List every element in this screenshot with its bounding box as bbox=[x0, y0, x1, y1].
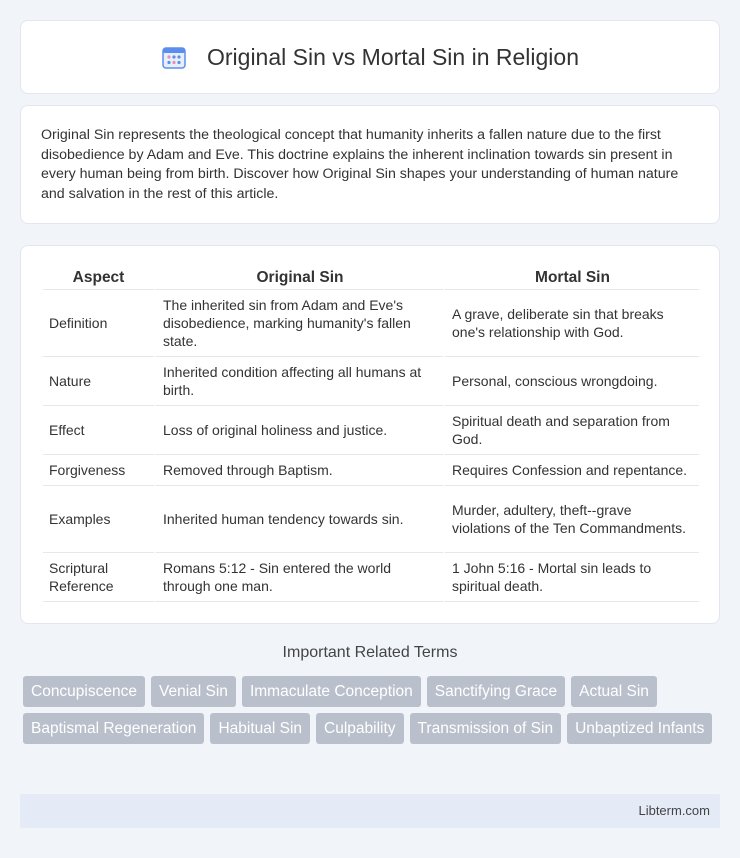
table-cell: Spiritual death and separation from God. bbox=[443, 406, 699, 455]
table-cell: Removed through Baptism. bbox=[154, 455, 443, 486]
table-cell: Nature bbox=[43, 357, 154, 406]
table-cell: Definition bbox=[43, 290, 154, 357]
comparison-table-card bbox=[20, 245, 720, 624]
column-header-aspect: Aspect bbox=[43, 264, 154, 290]
calendar-icon bbox=[161, 44, 187, 70]
table-cell: Effect bbox=[43, 406, 154, 455]
page-title: Original Sin vs Mortal Sin in Religion bbox=[207, 43, 579, 70]
related-term-tag[interactable]: Unbaptized Infants bbox=[567, 713, 712, 744]
intro-card bbox=[20, 105, 720, 224]
table-cell: Murder, adultery, theft--grave violations of the Ten Commandments. bbox=[443, 486, 699, 553]
related-term-tag[interactable]: Transmission of Sin bbox=[410, 713, 562, 744]
column-header-mortal-sin: Mortal Sin bbox=[443, 264, 699, 290]
table-row bbox=[43, 486, 699, 553]
related-term-tag[interactable]: Concupiscence bbox=[23, 676, 145, 707]
footer bbox=[20, 794, 720, 828]
related-terms-title: Important Related Terms bbox=[282, 644, 458, 661]
related-term-tag[interactable]: Immaculate Conception bbox=[242, 676, 421, 707]
table-row bbox=[43, 290, 699, 357]
table-cell: Scriptural Reference bbox=[43, 553, 154, 602]
table-row bbox=[43, 455, 699, 486]
related-term-tag[interactable]: Culpability bbox=[316, 713, 404, 744]
table-cell: The inherited sin from Adam and Eve's disobedience, marking humanity's fallen state. bbox=[154, 290, 443, 357]
related-term-tag[interactable]: Baptismal Regeneration bbox=[23, 713, 204, 744]
footer-site-link[interactable]: Libterm.com bbox=[638, 803, 710, 818]
table-cell: 1 John 5:16 - Mortal sin leads to spiritual death. bbox=[443, 553, 699, 602]
table-cell: A grave, deliberate sin that breaks one's relationship with God. bbox=[443, 290, 699, 357]
table-cell: Inherited human tendency towards sin. bbox=[154, 486, 443, 553]
column-header-original-sin: Original Sin bbox=[154, 264, 443, 290]
table-cell: Personal, conscious wrongdoing. bbox=[443, 357, 699, 406]
table-cell: Romans 5:12 - Sin entered the world through one man. bbox=[154, 553, 443, 602]
related-terms-list bbox=[23, 676, 723, 750]
related-term-tag[interactable]: Venial Sin bbox=[151, 676, 236, 707]
table-cell: Examples bbox=[43, 486, 154, 553]
table-header-row bbox=[43, 264, 699, 290]
intro-text: Original Sin represents the theological concept that humanity inherits a fallen nature due to the first disobedience by Adam and Eve. This doctrine explains the inherent inclination towards sin present in every human being from birth. Discover how Original Sin shapes your understanding of human nature and salvation in the rest of this article. bbox=[41, 127, 679, 202]
table-cell: Forgiveness bbox=[43, 455, 154, 486]
table-cell: Loss of original holiness and justice. bbox=[154, 406, 443, 455]
related-term-tag[interactable]: Habitual Sin bbox=[210, 713, 310, 744]
related-term-tag[interactable]: Sanctifying Grace bbox=[427, 676, 565, 707]
related-term-tag[interactable]: Actual Sin bbox=[571, 676, 657, 707]
table-row bbox=[43, 406, 699, 455]
table-cell: Inherited condition affecting all humans at birth. bbox=[154, 357, 443, 406]
table-cell: Requires Confession and repentance. bbox=[443, 455, 699, 486]
header-card bbox=[20, 20, 720, 94]
table-row bbox=[43, 357, 699, 406]
comparison-table bbox=[43, 264, 699, 602]
table-row bbox=[43, 553, 699, 602]
